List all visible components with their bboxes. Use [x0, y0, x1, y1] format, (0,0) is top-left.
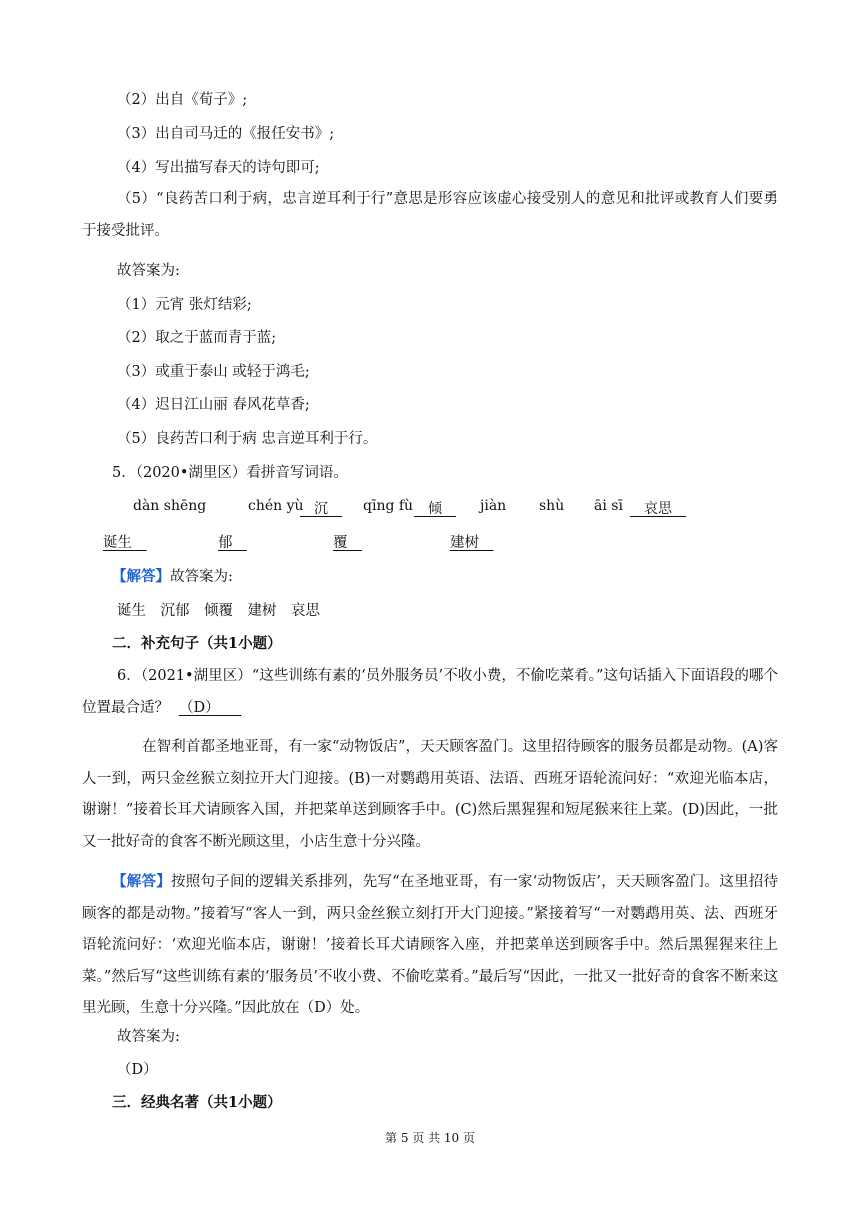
answer-label: 故答案为:	[117, 263, 180, 279]
analysis-paragraph: （5）“良药苦口利于病，忠言逆耳利于行”意思是形容应该虚心接受别人的意见和批评或教育人们要勇于接受批评。	[82, 191, 778, 239]
text-line: （4）写出描写春天的诗句即可;	[117, 160, 320, 176]
answer-blank: 哀思	[644, 501, 672, 517]
answer-blank: 倾	[428, 501, 442, 517]
section-heading: 三．经典名著（共1小题）	[112, 1094, 282, 1111]
pinyin: dàn shēng	[133, 498, 207, 514]
pinyin: chén yù	[248, 498, 304, 514]
answer-blank: 诞生	[103, 535, 132, 551]
jieda-line	[112, 567, 778, 587]
text-line: （2）出自《荀子》;	[117, 92, 248, 108]
page-footer: 第 5 页 共 10 页	[385, 1131, 475, 1145]
answer-blank: 沉	[314, 501, 328, 517]
pinyin: shù	[539, 498, 565, 514]
jieda-paragraph: 【解答】按照句子间的逻辑关系排列，先写“在圣地亚哥，有一家‘动物饭店’，天天顾客盈门。这里招待顾客的都是动物。”接着写“客人一到，两只金丝猴立刻打开大门迎接。”紧接着写“一对鹦鹉用英、法、西班牙语轮流问好：‘欢迎光临本店，谢谢！’接着长耳犬请顾客入座，并把菜单送到顾客手中。然后黑猩猩来往上菜。”然后写“这些训练有素的‘服务员’不收小费、不偷吃菜肴。”最后写“因此，一批又一批好奇的食客不断来这里光顾，生意十分兴隆。”因此放在（D）处。	[82, 873, 778, 1016]
answer-blank: 郁	[218, 535, 233, 551]
section-heading: 二．补充句子（共1小题）	[112, 635, 282, 652]
question-6-stem: 6．（2021•湖里区）“这些训练有素的‘员外服务员’不收小费，不偷吃菜肴。”这句话插入下面语段的哪个位置最合适？ （D）	[82, 668, 778, 716]
final-answer: 诞生 沉郁 倾覆 建树 哀思	[117, 603, 320, 619]
answer-line: （3）或重于泰山 或轻于鸿毛;	[117, 364, 310, 380]
answer-blank: 建树	[450, 535, 479, 551]
answer-blank: （D）	[179, 699, 213, 716]
answer-line: （4）迟日江山丽 春风花草香;	[117, 397, 310, 413]
question-5-stem: 5．（2020•湖里区）看拼音写词语。	[112, 465, 348, 481]
final-answer: （D）	[117, 1062, 158, 1078]
answer-label: 故答案为:	[117, 1029, 180, 1045]
answer-line: （2）取之于蓝而青于蓝;	[117, 330, 277, 346]
jieda-text: 故答案为:	[170, 569, 233, 585]
jieda-label: 【解答】	[112, 873, 171, 890]
answer-line: （5）良药苦口利于病 忠言逆耳利于行。	[117, 431, 378, 447]
answer-blank: 覆	[333, 535, 348, 551]
answer-line: （1）元宵 张灯结彩;	[117, 297, 252, 313]
passage: 在智利首都圣地亚哥，有一家“动物饭店”，天天顾客盈门。这里招待顾客的服务员都是动物。(A)客人一到，两只金丝猴立刻拉开大门迎接。(B)一对鹦鹉用英语、法语、西班牙语轮流问好：“欢迎光临本店，谢谢！”接着长耳犬请顾客入国，并把菜单送到顾客手中。(C)然后黑猩猩和短尾猴来往上菜。(D)因此，一批又一批好奇的食客不断光顾这里，小店生意十分兴隆。	[82, 739, 778, 850]
answer-row	[0, 531, 860, 551]
pinyin: āi sī	[594, 498, 623, 514]
text-line: （3）出自司马迁的《报任安书》;	[117, 126, 335, 142]
jieda-label: 【解答】	[112, 568, 170, 585]
pinyin-row	[0, 498, 860, 518]
pinyin: qīng fù	[363, 498, 414, 514]
pinyin: jiàn	[480, 498, 507, 514]
